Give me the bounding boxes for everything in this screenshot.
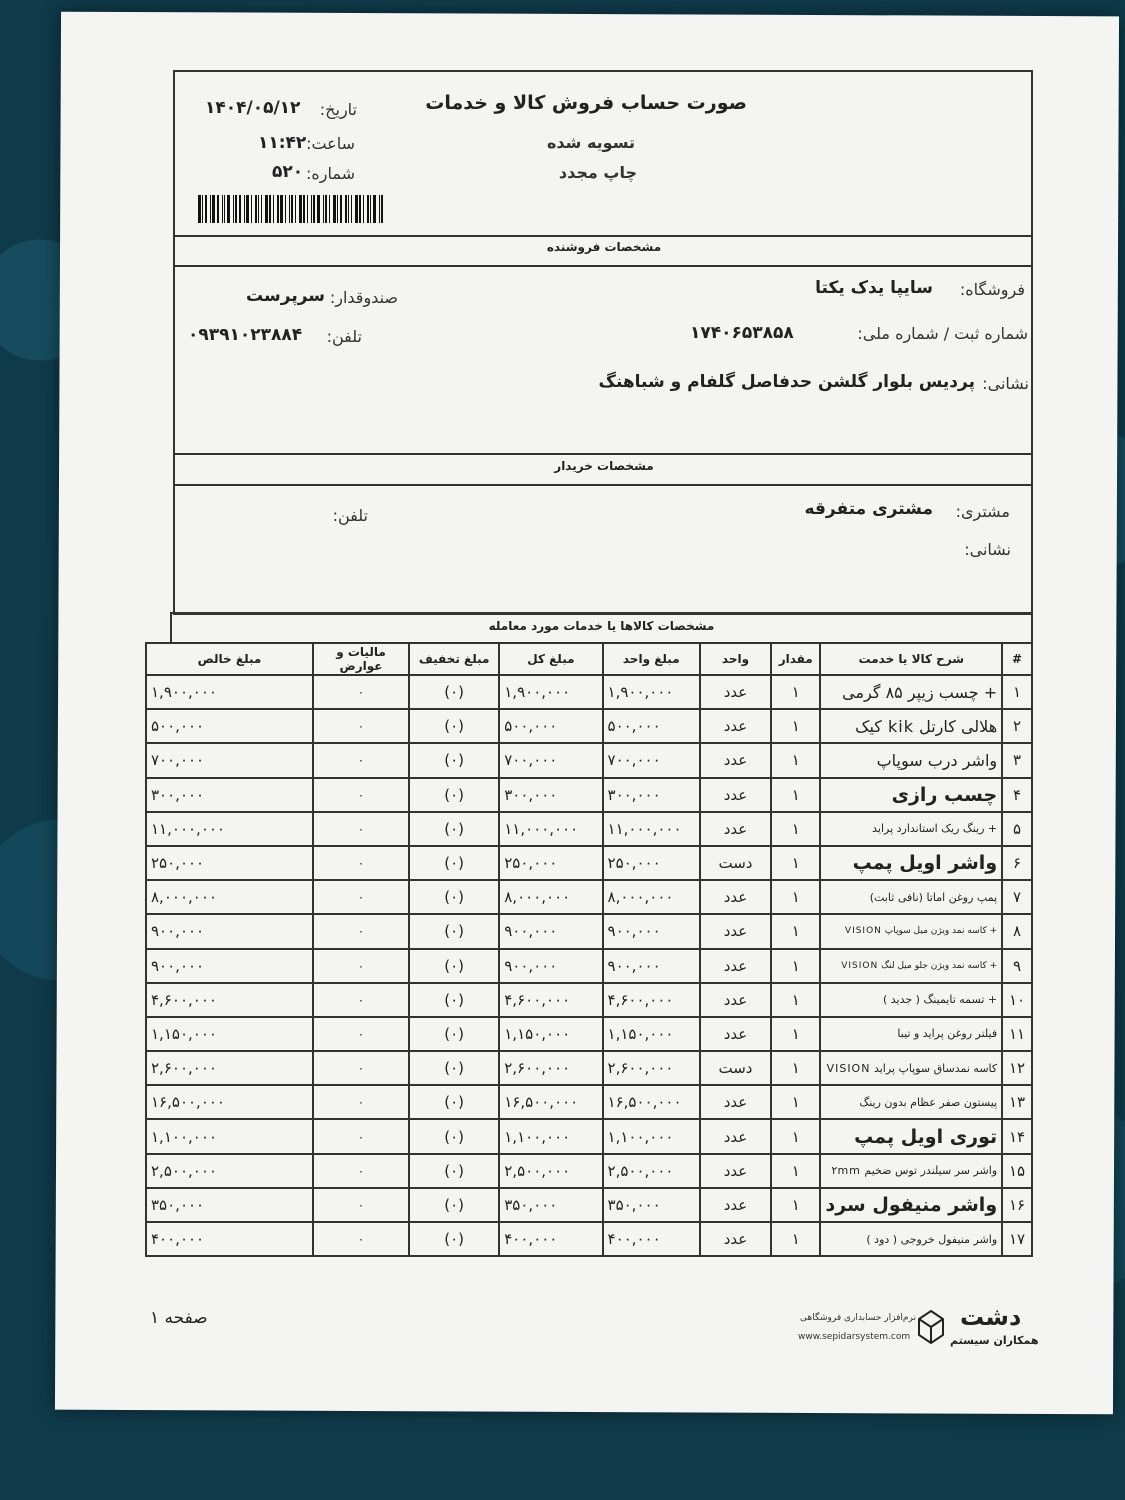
- row-index: ۱: [1002, 675, 1032, 709]
- row-quantity: ۱: [771, 675, 820, 709]
- address-value: پردیس بلوار گلشن حدفاصل گلفام و شباهنگ: [598, 372, 975, 392]
- row-index: ۲: [1002, 709, 1032, 743]
- table-row: [146, 1051, 1032, 1085]
- row-index: ۸: [1002, 914, 1032, 948]
- row-description: + کاسه نمد ویژن میل سوپاپ VISION: [820, 914, 1002, 948]
- divider: [175, 453, 1033, 455]
- row-description: + کاسه نمد ویژن جلو میل لنگ VISION: [820, 949, 1002, 983]
- row-quantity: ۱: [771, 1222, 820, 1256]
- row-quantity: ۱: [771, 1085, 820, 1119]
- customer-value: مشتری متفرقه: [804, 499, 933, 519]
- row-discount: (۰): [409, 812, 499, 846]
- phone-label: تلفن:: [326, 327, 362, 346]
- reg-label: شماره ثبت / شماره ملی:: [857, 324, 1028, 343]
- divider: [175, 484, 1033, 486]
- row-tax: ۰: [313, 812, 409, 846]
- row-discount: (۰): [409, 914, 499, 948]
- row-total: ۵۰۰,۰۰۰: [499, 709, 602, 743]
- row-total: ۲,۶۰۰,۰۰۰: [499, 1051, 602, 1085]
- number-label: شماره:: [305, 164, 355, 183]
- row-unit-price: ۲,۵۰۰,۰۰۰: [603, 1154, 700, 1188]
- row-total: ۸,۰۰۰,۰۰۰: [499, 880, 602, 914]
- row-tax: ۰: [313, 846, 409, 880]
- row-total: ۱,۱۰۰,۰۰۰: [499, 1119, 602, 1153]
- table-row: [146, 914, 1032, 948]
- row-discount: (۰): [409, 1119, 499, 1153]
- status-label: تسویه شده: [546, 133, 635, 152]
- row-unit-price: ۹۰۰,۰۰۰: [603, 949, 700, 983]
- brand-name: دشت: [960, 1303, 1022, 1331]
- row-net: ۱,۱۵۰,۰۰۰: [146, 1017, 313, 1051]
- row-discount: (۰): [409, 846, 499, 880]
- seller-section-title: مشخصات فروشنده: [546, 240, 662, 254]
- table-row: [146, 949, 1032, 983]
- row-unit: عدد: [700, 812, 771, 846]
- row-tax: ۰: [313, 1017, 409, 1051]
- row-tax: ۰: [313, 983, 409, 1017]
- row-unit-price: ۱,۱۰۰,۰۰۰: [603, 1119, 700, 1153]
- row-total: ۹۰۰,۰۰۰: [499, 949, 602, 983]
- row-total: ۱۶,۵۰۰,۰۰۰: [499, 1085, 602, 1119]
- row-index: ۹: [1002, 949, 1032, 983]
- row-description: پمپ روغن اماتا (نافی ثابت): [820, 880, 1002, 914]
- table-row: [146, 1222, 1032, 1256]
- row-unit: دست: [700, 846, 771, 880]
- row-index: ۴: [1002, 778, 1032, 812]
- row-unit-price: ۲,۶۰۰,۰۰۰: [603, 1051, 700, 1085]
- row-tax: ۰: [313, 880, 409, 914]
- row-net: ۲۵۰,۰۰۰: [146, 846, 313, 880]
- row-index: ۱۰: [1002, 983, 1032, 1017]
- row-unit: دست: [700, 1051, 771, 1085]
- row-quantity: ۱: [771, 812, 820, 846]
- col-unit-price: مبلغ واحد: [603, 643, 700, 675]
- row-discount: (۰): [409, 1017, 499, 1051]
- table-row: [146, 983, 1032, 1017]
- phone-value: ۰۹۳۹۱۰۲۳۸۸۴: [188, 325, 303, 345]
- row-unit: عدد: [700, 914, 771, 948]
- row-tax: ۰: [313, 778, 409, 812]
- row-unit: عدد: [700, 1085, 771, 1119]
- row-discount: (۰): [409, 1222, 499, 1256]
- row-index: ۷: [1002, 880, 1032, 914]
- row-description: + چسب زیپر ۸۵ گرمی: [820, 675, 1002, 709]
- row-net: ۱,۱۰۰,۰۰۰: [146, 1119, 313, 1153]
- row-tax: ۰: [313, 949, 409, 983]
- row-tax: ۰: [313, 1119, 409, 1153]
- row-index: ۵: [1002, 812, 1032, 846]
- row-net: ۱۱,۰۰۰,۰۰۰: [146, 812, 313, 846]
- row-unit-price: ۱,۱۵۰,۰۰۰: [603, 1017, 700, 1051]
- items-section-title: مشخصات کالاها یا خدمات مورد معامله: [488, 619, 715, 633]
- row-discount: (۰): [409, 709, 499, 743]
- table-row: [146, 743, 1032, 777]
- row-tax: ۰: [313, 743, 409, 777]
- row-unit: عدد: [700, 1188, 771, 1222]
- row-unit-price: ۴۰۰,۰۰۰: [603, 1222, 700, 1256]
- col-net: مبلغ خالص: [146, 643, 313, 675]
- row-tax: ۰: [313, 1051, 409, 1085]
- row-net: ۴,۶۰۰,۰۰۰: [146, 983, 313, 1017]
- col-index: #: [1002, 643, 1032, 675]
- row-total: ۱۱,۰۰۰,۰۰۰: [499, 812, 602, 846]
- row-total: ۴۰۰,۰۰۰: [499, 1222, 602, 1256]
- row-net: ۳۵۰,۰۰۰: [146, 1188, 313, 1222]
- row-quantity: ۱: [771, 778, 820, 812]
- table-row: [146, 1154, 1032, 1188]
- row-discount: (۰): [409, 949, 499, 983]
- row-total: ۳۵۰,۰۰۰: [499, 1188, 602, 1222]
- website: www.sepidarsystem.com: [798, 1332, 911, 1342]
- table-row: [146, 1119, 1032, 1153]
- buyer-section-title: مشخصات خریدار: [554, 459, 654, 473]
- divider: [175, 235, 1033, 237]
- table-row: [146, 880, 1032, 914]
- buyer-phone-label: تلفن:: [332, 506, 368, 525]
- row-tax: ۰: [313, 1154, 409, 1188]
- row-net: ۵۰۰,۰۰۰: [146, 709, 313, 743]
- row-unit: عدد: [700, 778, 771, 812]
- row-unit-price: ۳۰۰,۰۰۰: [603, 778, 700, 812]
- row-description: چسب رازی: [820, 778, 1002, 812]
- row-quantity: ۱: [771, 846, 820, 880]
- items-table: [145, 642, 1033, 1257]
- row-tax: ۰: [313, 1085, 409, 1119]
- row-net: ۱۶,۵۰۰,۰۰۰: [146, 1085, 313, 1119]
- row-total: ۷۰۰,۰۰۰: [499, 743, 602, 777]
- barcode: [198, 195, 460, 223]
- row-description: کاسه نمدساق سوپاپ پراید VISION: [820, 1051, 1002, 1085]
- row-discount: (۰): [409, 1051, 499, 1085]
- table-row: [146, 846, 1032, 880]
- row-tax: ۰: [313, 1222, 409, 1256]
- customer-label: مشتری:: [955, 502, 1010, 521]
- time-label: ساعت:: [306, 134, 355, 153]
- cashier-value: سرپرست: [246, 286, 325, 306]
- row-discount: (۰): [409, 983, 499, 1017]
- row-net: ۹۰۰,۰۰۰: [146, 949, 313, 983]
- table-row: [146, 1017, 1032, 1051]
- row-description: واشر اویل پمپ: [820, 846, 1002, 880]
- row-description: + تسمه تایمینگ ( جدید ): [820, 983, 1002, 1017]
- row-total: ۹۰۰,۰۰۰: [499, 914, 602, 948]
- row-discount: (۰): [409, 743, 499, 777]
- row-description: واشر منیفول سرد: [820, 1188, 1002, 1222]
- row-description: واشر منیفول خروجی ( دود ): [820, 1222, 1002, 1256]
- row-discount: (۰): [409, 1188, 499, 1222]
- table-row: [146, 1085, 1032, 1119]
- row-quantity: ۱: [771, 880, 820, 914]
- row-unit-price: ۵۰۰,۰۰۰: [603, 709, 700, 743]
- row-unit: عدد: [700, 880, 771, 914]
- row-quantity: ۱: [771, 983, 820, 1017]
- row-description: توری اویل پمپ: [820, 1119, 1002, 1153]
- row-tax: ۰: [313, 709, 409, 743]
- row-index: ۱۵: [1002, 1154, 1032, 1188]
- cashier-label: صندوقدار:: [329, 288, 398, 307]
- row-unit: عدد: [700, 949, 771, 983]
- row-unit: عدد: [700, 1222, 771, 1256]
- row-unit-price: ۱۱,۰۰۰,۰۰۰: [603, 812, 700, 846]
- table-row: [146, 778, 1032, 812]
- row-quantity: ۱: [771, 1188, 820, 1222]
- brand-subtitle: همکاران سیستم: [950, 1334, 1039, 1347]
- row-description: فیلتر روغن پراید و تیبا: [820, 1017, 1002, 1051]
- row-unit-price: ۱۶,۵۰۰,۰۰۰: [603, 1085, 700, 1119]
- row-unit: عدد: [700, 1154, 771, 1188]
- date-value: ۱۴۰۴/۰۵/۱۲: [205, 98, 301, 118]
- row-quantity: ۱: [771, 1119, 820, 1153]
- row-quantity: ۱: [771, 1154, 820, 1188]
- store-label: فروشگاه:: [959, 280, 1025, 299]
- table-header-row: [146, 643, 1032, 675]
- row-discount: (۰): [409, 675, 499, 709]
- row-index: ۱۴: [1002, 1119, 1032, 1153]
- row-net: ۴۰۰,۰۰۰: [146, 1222, 313, 1256]
- time-value: ۱۱:۴۲: [258, 133, 307, 153]
- row-unit: عدد: [700, 1017, 771, 1051]
- row-index: ۱۱: [1002, 1017, 1032, 1051]
- row-unit: عدد: [700, 709, 771, 743]
- row-unit: عدد: [700, 743, 771, 777]
- row-discount: (۰): [409, 1154, 499, 1188]
- row-net: ۹۰۰,۰۰۰: [146, 914, 313, 948]
- row-description: + رینگ ریک استاندارد پراید: [820, 812, 1002, 846]
- row-index: ۳: [1002, 743, 1032, 777]
- col-description: شرح کالا یا خدمت: [820, 643, 1002, 675]
- row-net: ۲,۵۰۰,۰۰۰: [146, 1154, 313, 1188]
- row-net: ۳۰۰,۰۰۰: [146, 778, 313, 812]
- row-quantity: ۱: [771, 709, 820, 743]
- row-tax: ۰: [313, 675, 409, 709]
- row-discount: (۰): [409, 1085, 499, 1119]
- reg-value: ۱۷۴۰۶۵۳۸۵۸: [690, 323, 794, 343]
- row-index: ۱۲: [1002, 1051, 1032, 1085]
- page-number: صفحه ۱: [150, 1308, 208, 1328]
- row-quantity: ۱: [771, 743, 820, 777]
- row-total: ۲,۵۰۰,۰۰۰: [499, 1154, 602, 1188]
- software-name: نرم‌افزار حسابداری فروشگاهی: [800, 1313, 916, 1323]
- row-index: ۱۳: [1002, 1085, 1032, 1119]
- row-discount: (۰): [409, 880, 499, 914]
- row-index: ۶: [1002, 846, 1032, 880]
- row-unit: عدد: [700, 675, 771, 709]
- row-index: ۱۷: [1002, 1222, 1032, 1256]
- row-total: ۱,۱۵۰,۰۰۰: [499, 1017, 602, 1051]
- row-unit-price: ۷۰۰,۰۰۰: [603, 743, 700, 777]
- row-net: ۸,۰۰۰,۰۰۰: [146, 880, 313, 914]
- row-net: ۷۰۰,۰۰۰: [146, 743, 313, 777]
- row-unit: عدد: [700, 983, 771, 1017]
- row-unit-price: ۱,۹۰۰,۰۰۰: [603, 675, 700, 709]
- date-label: تاریخ:: [319, 100, 357, 119]
- store-value: سایپا یدک یکتا: [815, 278, 933, 298]
- row-net: ۲,۶۰۰,۰۰۰: [146, 1051, 313, 1085]
- row-unit: عدد: [700, 1119, 771, 1153]
- row-description: پیستون صفر عظام بدون رینگ: [820, 1085, 1002, 1119]
- row-total: ۲۵۰,۰۰۰: [499, 846, 602, 880]
- row-tax: ۰: [313, 914, 409, 948]
- buyer-address-label: نشانی:: [964, 540, 1011, 559]
- row-unit-price: ۲۵۰,۰۰۰: [603, 846, 700, 880]
- row-total: ۱,۹۰۰,۰۰۰: [499, 675, 602, 709]
- divider: [175, 265, 1033, 267]
- row-description: هلالی کارتل kik کیک: [820, 709, 1002, 743]
- number-value: ۵۲۰: [272, 162, 304, 182]
- row-unit-price: ۹۰۰,۰۰۰: [603, 914, 700, 948]
- col-total: مبلغ کل: [499, 643, 602, 675]
- row-total: ۴,۶۰۰,۰۰۰: [499, 983, 602, 1017]
- table-row: [146, 812, 1032, 846]
- row-description: واشر سر سیلندر توس ضخیم ۲mm: [820, 1154, 1002, 1188]
- reprint-label: چاپ مجدد: [558, 163, 637, 182]
- row-unit-price: ۳۵۰,۰۰۰: [603, 1188, 700, 1222]
- row-unit-price: ۴,۶۰۰,۰۰۰: [603, 983, 700, 1017]
- table-row: [146, 675, 1032, 709]
- row-discount: (۰): [409, 778, 499, 812]
- col-unit: واحد: [700, 643, 771, 675]
- row-quantity: ۱: [771, 949, 820, 983]
- row-description: واشر درب سوپاپ: [820, 743, 1002, 777]
- row-tax: ۰: [313, 1188, 409, 1222]
- row-quantity: ۱: [771, 914, 820, 948]
- row-net: ۱,۹۰۰,۰۰۰: [146, 675, 313, 709]
- brand-logo-icon: [918, 1310, 944, 1344]
- invoice-title: صورت حساب فروش کالا و خدمات: [425, 92, 747, 114]
- col-tax: مالیات و عوارض: [313, 643, 409, 675]
- row-unit-price: ۸,۰۰۰,۰۰۰: [603, 880, 700, 914]
- address-label: نشانی:: [982, 374, 1029, 393]
- col-discount: مبلغ تخفیف: [409, 643, 499, 675]
- row-quantity: ۱: [771, 1051, 820, 1085]
- col-quantity: مقدار: [771, 643, 820, 675]
- row-total: ۳۰۰,۰۰۰: [499, 778, 602, 812]
- table-row: [146, 1188, 1032, 1222]
- row-index: ۱۶: [1002, 1188, 1032, 1222]
- row-quantity: ۱: [771, 1017, 820, 1051]
- table-row: [146, 709, 1032, 743]
